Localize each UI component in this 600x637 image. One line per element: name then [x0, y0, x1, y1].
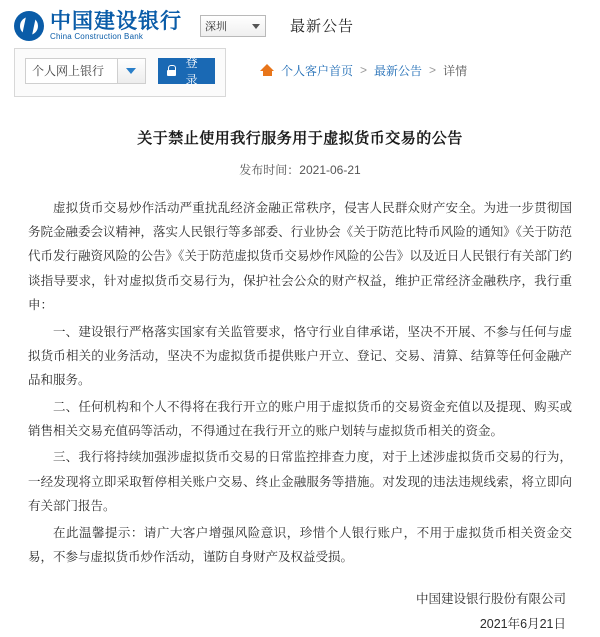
- article-title: 关于禁止使用我行服务用于虚拟货币交易的公告: [137, 129, 463, 147]
- login-button-label: 登录: [185, 55, 198, 87]
- article: [0, 97, 600, 637]
- breadcrumb-home-link[interactable]: 个人客户首页: [281, 63, 354, 78]
- breadcrumb: [226, 48, 586, 79]
- login-box: [14, 48, 226, 97]
- home-icon: [260, 64, 274, 76]
- login-button[interactable]: [158, 55, 215, 87]
- site-header: [0, 0, 600, 48]
- breadcrumb-separator: >: [429, 63, 437, 78]
- account-type-input[interactable]: 个人网上银行: [25, 58, 117, 84]
- article-paragraph: 在此温馨提示：请广大客户增强风险意识，珍惜个人银行账户，不用于虚拟货币相关资金交易，不参与虚拟货币炒作活动，谨防自身财产及权益受损。: [28, 525, 572, 564]
- breadcrumb-section-link[interactable]: 最新公告: [374, 63, 423, 78]
- lock-icon: [167, 65, 176, 76]
- city-selector[interactable]: [200, 15, 266, 37]
- logo-text-chinese: 中国建设银行: [50, 9, 182, 33]
- article-paragraph: 二、任何机构和个人不得将在我行开立的账户用于虚拟货币的交易资金充值以及提现、购买或销售相关交易充值码等活动，不得通过在我行开立的账户划转与虚拟货币相关的资金。: [28, 399, 572, 439]
- logo-text-english: China Construction Bank: [50, 32, 144, 42]
- city-selector-value: 深圳: [205, 20, 227, 33]
- page-title: 最新公告: [290, 18, 355, 36]
- article-signature-block: [28, 587, 572, 637]
- account-type-dropdown-button[interactable]: [117, 58, 146, 84]
- article-body: [28, 196, 572, 570]
- chevron-down-icon: [252, 24, 260, 29]
- subbar: [0, 48, 600, 97]
- article-paragraph: 三、我行将持续加强涉虚拟货币交易的日常监控排查力度，对于上述涉虚拟货币交易的行为，一经发现将立即采取暂停相关账户交易、终止金融服务等措施。对发现的违法违规线索，将立即向有关部门报告。: [28, 450, 572, 514]
- bank-logo[interactable]: [14, 10, 182, 42]
- breadcrumb-separator: >: [360, 63, 368, 78]
- ccb-logo-icon: [14, 11, 44, 41]
- article-publish-date: 发布时间：2021-06-21: [239, 162, 361, 177]
- signature-organization: 中国建设银行股份有限公司: [415, 592, 566, 607]
- chevron-down-icon: [126, 68, 136, 74]
- article-paragraph: 虚拟货币交易炒作活动严重扰乱经济金融正常秩序，侵害人民群众财产安全。为进一步贯彻国务院金融委会议精神，落实人民银行等多部委、行业协会《关于防范比特币风险的通知》《关于防范代币发行融资风险的公告》《关于防范虚拟货币交易炒作风险的公告》以及近日人民银行有关部门约谈指导要求，针对虚拟货币交易行为，保护社会公众的财产权益，维护正常经济金融秩序，我行重申：: [28, 200, 572, 313]
- breadcrumb-current: 详情: [443, 63, 468, 78]
- article-paragraph: 一、建设银行严格落实国家有关监管要求，恪守行业自律承诺，坚决不开展、不参与任何与虚拟货币相关的业务活动，坚决不为虚拟货币提供账户开立、登记、交易、清算、结算等任何金融产品和服务。: [28, 324, 572, 388]
- signature-date: 2021年6月21日: [479, 617, 566, 632]
